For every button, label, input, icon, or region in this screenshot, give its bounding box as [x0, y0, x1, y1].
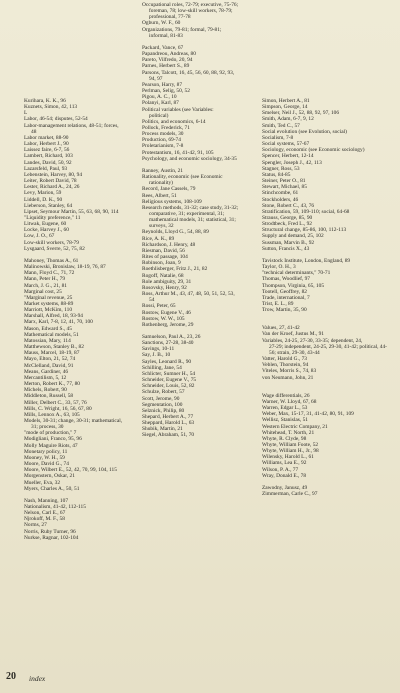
index-entry: Ogburn, W. F., 60 [142, 20, 181, 27]
index-entry: Norris, Ruby Turner, 96 [24, 528, 76, 535]
index-entry: Values, 27, 41-42 [262, 325, 300, 332]
index-entry: Mueller, Eva, 32 [24, 479, 61, 486]
index-entry: Lipset, Seymour Martin, 55, 63, 68, 90, 114 [24, 208, 119, 215]
index-entry: Lambert, Richard, 103 [24, 153, 73, 160]
index-entry: Whyte, R. Clyde, 98 [262, 435, 307, 442]
index-entry: "Liquidity preference," 11 [24, 214, 81, 221]
index-entry: Scott, Jerome, 90 [142, 395, 180, 402]
index-entry: Smith, Adam, 6-7, 9, 12 [262, 116, 314, 123]
index-entry: Marginal cost, 25 [24, 288, 62, 295]
index-entry: Robinson, Joan, 9 [142, 260, 181, 267]
index-entry: Political variables (see Variables: political) [142, 106, 214, 119]
index-entry: Supply and demand, 25, 102 [262, 233, 324, 240]
index-entry: Simpson, George, 14 [262, 104, 308, 111]
index-entry: Rostow, W. W., 105 [142, 315, 185, 322]
index-entry: Wage differentials, 26 [262, 392, 310, 399]
index-entry: Roethlisberger, Fritz J., 21, 82 [142, 266, 208, 273]
index-entry: Sutton, Francis X., 43 [262, 245, 310, 252]
index-entry: Laissez faire, 6-7, 56 [24, 147, 70, 154]
index-entry: Njrokoff, M. F., 58 [24, 516, 65, 523]
index-entry: Sanctions, 27-28, 38-40 [142, 340, 194, 347]
index-entry: Stewart, Michael, 85 [262, 184, 307, 191]
index-entry: Mahoney, Thomas A., 61 [24, 257, 79, 264]
index-entry: Sociology, economic (see Economic sociology) [262, 147, 365, 154]
index-entry: Religious systems, 108-109 [142, 198, 202, 205]
index-entry: Selznick, Philip, 80 [142, 407, 185, 414]
index-entry: Taylor, O. H., 3 [262, 264, 296, 271]
index-entry: Mann, Peter H., 79 [24, 276, 66, 283]
index-entry: Social evolution (see Evolution, social) [262, 128, 347, 135]
index-entry: Spencer, Herbert, 12-14 [262, 153, 314, 160]
index-entry: Schlicter, Sumner H., 54 [142, 370, 196, 377]
index-entry: Zawodny, Janusz, 49 [262, 484, 308, 491]
index-entry: Viteles, Morris S., 74, 83 [262, 368, 317, 375]
index-entry: Occupational roles, 72-79; executive, 75-76; foreman, 78; low-skill workers, 78-79; professional, 77-78 [142, 2, 239, 21]
index-entry: Protestantism, 16, 41-42, 91, 105 [142, 149, 214, 156]
index-entry: Shepard, Herbert A., 77 [142, 414, 194, 420]
index-entry: Rationality, economic (see Economic rationality) [142, 174, 223, 187]
index-entry: Litwak, Eugene, 60 [24, 221, 67, 228]
index-entry: Whyte, William Foote, 52 [262, 441, 319, 448]
index-entry: Savings, 10-11 [142, 346, 175, 353]
index-entry: Matossian, Mary, 114 [24, 337, 71, 344]
index-entry: Sussman, Marvin B., 92 [262, 239, 315, 246]
index-entry: Mann, Floyd C., 71, 72 [24, 270, 75, 277]
index-entry: Sheppard, Harold L., 63 [142, 420, 195, 427]
index-entry: Leiter, Robert David, 78 [24, 178, 77, 185]
index-entry: Mercantilism, 5, 12 [24, 374, 67, 381]
index-entry: Morgenstern, Oskar, 21 [24, 473, 75, 480]
index-entry: Lester, Richard A., 24, 26 [24, 184, 80, 191]
index-entry: Riesman, David, 56 [142, 247, 185, 254]
index-entry: Tootell, Geoffrey, 82 [262, 288, 307, 295]
index-entry: Tavistock Institute, London, England, 89 [262, 257, 351, 264]
index-entry: Stagner, Ross, 53 [262, 165, 300, 172]
index-entry: Social systems, 57-67 [262, 141, 310, 148]
index-entry: Lieberson, Stanley, 64 [24, 202, 73, 209]
index-entry: Molly Maguire Riots, 47 [24, 442, 78, 449]
index-entry: Proletarianism, 7-8 [142, 143, 184, 150]
index-entry: von Neumann, John, 21 [262, 374, 314, 381]
index-entry: Wellisz, Stanislas, 51 [262, 417, 308, 424]
index-entry: Samuelson, Paul A., 23, 26 [142, 333, 201, 340]
index-entry: Mills, Lennox A., 63, 105 [24, 411, 80, 418]
index-entry: Matthewson, Stanley B., 82 [24, 344, 84, 351]
index-entry: Lebenstein, Harvey, 80, 94 [24, 171, 83, 178]
index-entry: Labor, Herbert J., 90 [24, 141, 69, 148]
index-entry: Production, 69-74 [142, 137, 181, 144]
index-entry: Nurkse, Ragnar, 102-104 [24, 534, 79, 541]
index-entry: Schulze, Robert, 57 [142, 389, 185, 396]
index-entry: Myers, Charles A., 50, 51 [24, 485, 80, 492]
index-entry: Organizations, 79-81; formal, 79-81; informal, 81-83 [142, 26, 222, 39]
index-entry: Levy, Marion, 59 [24, 190, 62, 197]
index-entry: Rogoff, Natalie, 68 [142, 272, 184, 279]
index-entry: Mills, C. Wright, 16, 56, 67, 80 [24, 405, 92, 412]
index-entry: Nelson, Carl E., 67 [24, 510, 66, 517]
index-entry: Socialism, 7-8 [262, 134, 294, 141]
index-entry: Low, J. O., 67 [24, 233, 55, 240]
index-entry: Richardson, J. Henry, 48 [142, 241, 196, 248]
index-entry: Schneider, Eugene V., 75 [142, 377, 197, 384]
index-entry: Say, J. B., 10 [142, 352, 171, 359]
index-entry: Whyte, William H., Jr., 98 [262, 448, 319, 455]
index-entry: March, J. G., 21, 81 [24, 282, 67, 289]
index-entry: Variables, 24-25, 27-30, 33-35; dependent, 24, 27-29; independent, 24-25, 29-30, 41-42; political, 44-56; strain, 29-30, 43-44 [262, 337, 387, 356]
index-entry: Locke, Harvey J., 60 [24, 227, 69, 234]
index-entry: Norms, 27 [24, 522, 47, 529]
index-entry: Record, Jane Cassels, 79 [142, 186, 196, 193]
page-number: 20 [6, 671, 16, 682]
index-entry: Pearson, Harry, 87 [142, 81, 183, 88]
index-column-3 [262, 98, 390, 497]
index-entry: "mode of production," 7 [24, 430, 77, 437]
index-column-1 [24, 98, 132, 541]
index-entry: Whitehead, T. North, 21 [262, 429, 315, 436]
index-entry: Kurihara, K. K., 96 [24, 98, 66, 104]
index-entry: Parnes, Herbert S., 89 [142, 63, 190, 70]
index-entry: Kuznets, Simon, 42, 113 [24, 104, 78, 111]
index-entry: Thomas, Woodlief, 97 [262, 276, 310, 283]
index-entry: Stockholders, 46 [262, 196, 299, 203]
index-entry: "technical determinants," 70-71 [262, 270, 331, 277]
index-entry: Smith, Ted C., 57 [262, 122, 300, 129]
index-entry: Labor market, 88-90 [24, 134, 69, 141]
index-entry: Reynolds, Lloyd G., 54, 88, 89 [142, 229, 209, 236]
index-entry: Segmentation, 100 [142, 401, 183, 408]
running-head: index [29, 674, 46, 683]
index-entry: Wray, Donald E., 78 [262, 472, 307, 479]
index-entry: Wilson, P. A., 77 [262, 466, 299, 473]
index-entry: Spengler, Joseph J., 42, 113 [262, 159, 322, 166]
index-entry: Marx, Karl, 7-8, 12, 41, 70, 100 [24, 319, 93, 326]
index-entry: Zimmerman, Carle C., 97 [262, 491, 318, 498]
index-entry: Steiner, Peter O., 81 [262, 178, 306, 185]
index-entry: Shubik, Martin, 21 [142, 426, 183, 433]
index-entry: Mauss, Marcel, 18-19, 87 [24, 350, 80, 357]
index-entry: Labor-management relations, 48-51; forces, 48 [24, 122, 119, 135]
index-entry: Mooney, W. H., 59 [24, 454, 65, 461]
index-entry: Market systems, 88-89 [24, 301, 74, 307]
index-entry: Stratification, 59, 109-110; social, 64-68 [262, 208, 350, 215]
index-entry: Pareto, Vilfredo, 20, 94 [142, 57, 193, 64]
index-entry: Moore, David G., 74 [24, 461, 69, 468]
index-entry: Wilensky, Harold L., 61 [262, 454, 314, 461]
index-entry: Stone, Robert C., 43, 76 [262, 202, 315, 209]
index-entry: Strauss, George, 85, 90 [262, 214, 313, 221]
index-entry: Psychology, and economic sociology, 34-35 [142, 155, 237, 162]
index-entry: Labor, 46-54; disputes, 52-54 [24, 116, 88, 123]
index-entry: Thompson, Virginia, 65, 105 [262, 282, 325, 289]
index-entry: Merton, Robert K., 77, 80 [24, 381, 80, 388]
index-entry: Rees, Albert, 51 [142, 192, 177, 199]
index-entry: Marshall, Alfred, 18, 93-94 [24, 313, 83, 320]
index-entry: Pollock, Frederick, 71 [142, 124, 190, 131]
index-entry: Michels, Robert, 90 [24, 387, 67, 394]
index-entry: Rites of passage, 104 [142, 254, 188, 261]
index-entry: Rice, A. K., 89 [142, 235, 175, 242]
index-entry: Warren, Edgar L., 53 [262, 405, 308, 412]
index-entry: Veblen, Thorstein, 94 [262, 362, 309, 369]
index-entry: Mason, Edward S., 45 [24, 325, 72, 332]
index-entry: Means, Gardiner, 46 [24, 368, 69, 375]
index-entry: Mathematical models, 51 [24, 331, 79, 338]
index-entry: Rossi, Peter, 65 [142, 303, 176, 310]
index-entry: Low-skill workers, 78-79 [24, 239, 79, 246]
index-entry: Western Electric Company, 21 [262, 423, 328, 430]
index-entry: Rosovsky, Henry, 92 [142, 284, 187, 291]
index-entry: Structural change, 85-86, 100, 112-113 [262, 227, 347, 234]
index-entry: Simon, Herbert A., 81 [262, 98, 310, 104]
index-entry: Status, 84-85 [262, 171, 291, 178]
index-entry: Monetary policy, 11 [24, 448, 68, 455]
index-entry: Williams, Lea E., 92 [262, 460, 307, 467]
index-entry: Stinchcombe, 61 [262, 190, 299, 197]
index-entry: Nationalism, 41-42, 112-115 [24, 504, 86, 510]
index-entry: Warner, W. Lloyd, 67, 68 [262, 398, 317, 405]
index-entry: "Marginal revenue, 25 [24, 294, 73, 301]
index-entry: Rothenberg, Jerome, 29 [142, 321, 194, 328]
index-entry: Sayles, Leonard R., 90 [142, 358, 192, 365]
index-entry: Modigliani, Franco, 95, 96 [24, 436, 82, 443]
index-entry: Landes, David, 50, 92 [24, 159, 72, 166]
index-entry: Research methods, 31-32; case study, 31-32; comparative, 31; experimental, 31; mathematical models, 31; statistical, 31; surveys, 32 [142, 204, 239, 230]
index-entry: Role ambiguity, 29, 31 [142, 278, 192, 285]
index-entry: Nash, Manning, 107 [24, 497, 69, 504]
index-entry: Trist, E. L., 89 [262, 301, 294, 307]
index-entry: Smelser, Neil J., 52, 88, 92, 97, 106 [262, 110, 340, 117]
index-entry: Politics, and economics, 6-14 [142, 118, 206, 125]
index-entry: Trade, international, 7 [262, 294, 310, 301]
index-entry: L [24, 110, 28, 117]
index-entry: Mayo, Elton, 21, 52, 74 [24, 356, 76, 363]
index-entry: Polanyi, Karl, 87 [142, 100, 179, 107]
index-entry: Siegel, Abraham, 51, 70 [142, 432, 195, 439]
index-entry: Schneider, Louis, 52, 82 [142, 383, 195, 390]
index-entry: Ranney, Austin, 21 [142, 167, 183, 174]
index-column-2 [142, 2, 254, 439]
index-entry: Ross, Arthur M., 43, 47, 48, 50, 51, 52, 53, 54 [142, 291, 235, 304]
index-entry: Parsons, Talcott, 16, 45, 56, 60, 88, 92, 93, 94, 97 [142, 69, 235, 82]
index-entry: Perlman, Selig, 50, 52 [142, 88, 190, 95]
index-entry: Miller, Delbert C., 33, 57, 76 [24, 399, 87, 406]
index-entry: Moore, Wilbert E., 52, 42, 70, 99, 104, 115 [24, 467, 117, 474]
index-entry: Strodtbeck, Fred L., 92 [262, 221, 313, 228]
index-entry: Weber, Max, 15-17, 31, 41-42, 80, 91, 109 [262, 411, 354, 418]
index-entry: Pigou, A. C., 10 [142, 94, 177, 101]
index-entry: Lazarsfeld, Paul, 93 [24, 165, 68, 172]
index-entry: McClelland, David, 91 [24, 362, 74, 369]
index-entry: Schilling, Jane, 54 [142, 364, 182, 371]
index-entry: Papandreou, Andreas, 80 [142, 51, 196, 58]
index-entry: Rostow, Eugene V., 46 [142, 309, 191, 316]
index-entry: Liddell, D. K., 90 [24, 196, 63, 203]
index-entry: Trow, Martin, 35, 90 [262, 307, 307, 314]
index-entry: Van der Kroef, Justus M., 91 [262, 331, 324, 338]
index-entry: Packard, Vance, 67 [142, 44, 184, 51]
index-entry: Process models, 30 [142, 131, 184, 138]
index-entry: Lysgaard, Sverre, 52, 75, 82 [24, 245, 85, 252]
index-entry: Vatter, Harold G., 73 [262, 356, 307, 363]
index-entry: Middleton, Russell, 58 [24, 393, 74, 400]
index-entry: Marriott, McKim, 110 [24, 307, 73, 314]
index-entry: Malinowski, Bronislaw, 18-19, 76, 87 [24, 264, 106, 271]
index-entry: Models, 30-31; change, 30-31; mathematical, 31; process, 30 [24, 417, 123, 431]
